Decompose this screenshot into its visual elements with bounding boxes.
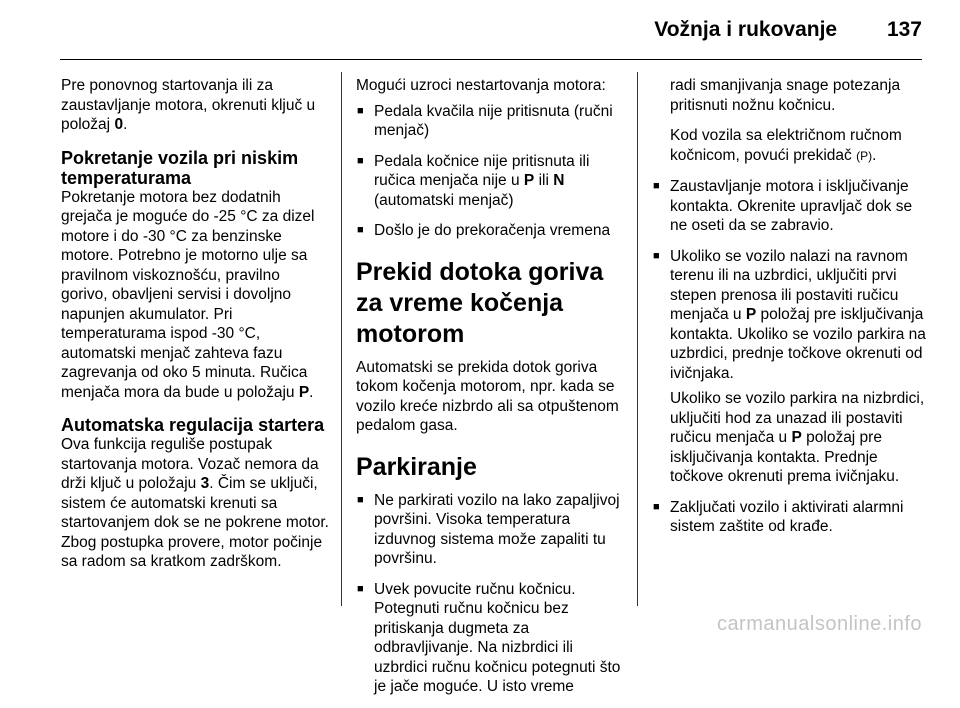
column-1 <box>61 76 329 585</box>
watermark: carmanualsonline.info <box>716 613 922 635</box>
causes-list <box>356 102 624 241</box>
text: ili <box>534 172 554 189</box>
list-item: ■ Zaključati vozilo i aktivirati alarmni sistem zaštite od krađe. <box>652 498 930 537</box>
list-item: ■ Zaustavljanje motora i isključivanje kontakta. Okrenite upravljač dok se ne oseti da se zabravio. <box>652 177 930 236</box>
continued-paragraph: radi smanjivanja snage potezanja pritisnuti nožnu kočnicu. <box>670 77 901 114</box>
causes-intro: Mogući uzroci nestartovanja motora: <box>356 77 606 94</box>
heading-starter-control: Automatska regulacija startera <box>61 415 325 435</box>
gear-position: P <box>745 306 757 323</box>
gear-position: N <box>553 172 565 189</box>
heading-parking: Parkiranje <box>356 452 477 481</box>
text: (automatski menjač) <box>374 191 514 209</box>
fuel-cutoff-paragraph: Automatski se prekida dotok goriva tokom kočenja motorom, npr. kada se vozilo kreće nizbrdo ali sa otpuštenom pedalom gasa. <box>356 358 619 434</box>
gear-position: P <box>298 383 310 401</box>
list-item <box>652 247 930 487</box>
parking-list <box>356 491 624 697</box>
text: . <box>872 146 877 164</box>
column-3 <box>652 76 930 548</box>
page-number: 137 <box>886 18 922 41</box>
gear-position: P <box>791 429 802 446</box>
gear-position: P <box>523 172 535 189</box>
text: . <box>123 116 128 133</box>
starter-control-paragraph <box>61 435 329 572</box>
text: Ukoliko se vozilo parkira na nizbrdici, uključiti hod za unazad ili postaviti ručicu menjača u <box>670 390 925 446</box>
parking-list-continued <box>652 177 930 537</box>
column-divider-2 <box>637 72 638 606</box>
text: Ova funkcija reguliše postupak startovanja motora. Vozač nemora da drži ključ u položaju <box>61 436 319 492</box>
text: . Čim se uključi, sistem će automatski krenuti sa startovanjem dok se ne pokrene motor. Zbog postupka provere, motor počinje sa radom sa kratkom zadrškom. <box>61 475 329 570</box>
text: Pre ponovnog startovanja ili za zaustavljanje motora, okrenuti ključ u položaj <box>61 77 316 133</box>
list-item: ■ Došlo je do prekoračenja vremena <box>356 221 624 241</box>
heading-cold-start: Pokretanje vozila pri niskim temperaturama <box>61 147 299 188</box>
list-item: ■ Uvek povucite ručnu kočnicu. Potegnuti ručnu kočnicu bez pritiskanja dugmeta za odbravljivanje. Na nizbrdici ili uzbrdici ručnu kočnicu potegnuti što je jače moguće. U isto vreme <box>356 580 624 697</box>
column-2 <box>356 76 624 708</box>
list-item: ■ Ne parkirati vozilo na lako zapaljivoj površini. Visoka temperatura izduvnog sistema može zapaliti tu površinu. <box>356 491 624 569</box>
parking-brake-icon: (P) <box>856 148 873 163</box>
header-title: Vožnja i rukovanje <box>654 18 838 41</box>
column-divider-1 <box>341 72 342 606</box>
text: Kod vozila sa električnom ručnom kočnicom, povući prekidač <box>670 127 902 164</box>
list-item: ■ Pedala kvačila nije pritisnuta (ručni menjač) <box>356 102 624 141</box>
heading-fuel-cutoff: Prekid dotoka goriva za vreme kočenja motorom <box>356 257 604 348</box>
electric-brake-paragraph <box>652 126 930 166</box>
list-item-subparagraph <box>670 389 930 487</box>
text: . <box>309 383 314 401</box>
key-position: 0 <box>114 116 124 133</box>
text: položaj pre isključivanja kontakta. Ukoliko se vozilo parkira na uzbrdici, prednje točkove okrenuti od ivičnjaka. <box>670 306 926 382</box>
page-header <box>654 18 922 42</box>
text: položaj pre isključivanja kontakta. Prednje točkove okrenuti prema ivičnjaku. <box>670 429 900 485</box>
cold-start-paragraph <box>61 188 329 403</box>
key-position: 3 <box>200 475 210 492</box>
header-rule <box>60 59 922 60</box>
text: Ukoliko se vozilo nalazi na ravnom terenu ili na uzbrdici, uključiti prvi stepen prenosa ili postaviti ručicu menjača u <box>670 247 908 323</box>
list-item <box>356 152 624 211</box>
text: Pedala kočnice nije pritisnuta ili ručica menjača nije u <box>374 152 590 189</box>
text: Pokretanje motora bez dodatnih grejača je moguće do -25 °C za dizel motore i do -30 °C za benzinske motore. Potrebno je motorno ulje sa pravilnom viskoznošću, pravilno gorivo, obavljeni servisi i dovoljno napunjen akumulator. Pri temperaturama ispod -30 °C, automatski menjač zahteva fazu zagrevanja od oko 5 minuta. Ručica menjača mora da bude u položaju <box>61 188 315 401</box>
intro-paragraph <box>61 76 329 135</box>
